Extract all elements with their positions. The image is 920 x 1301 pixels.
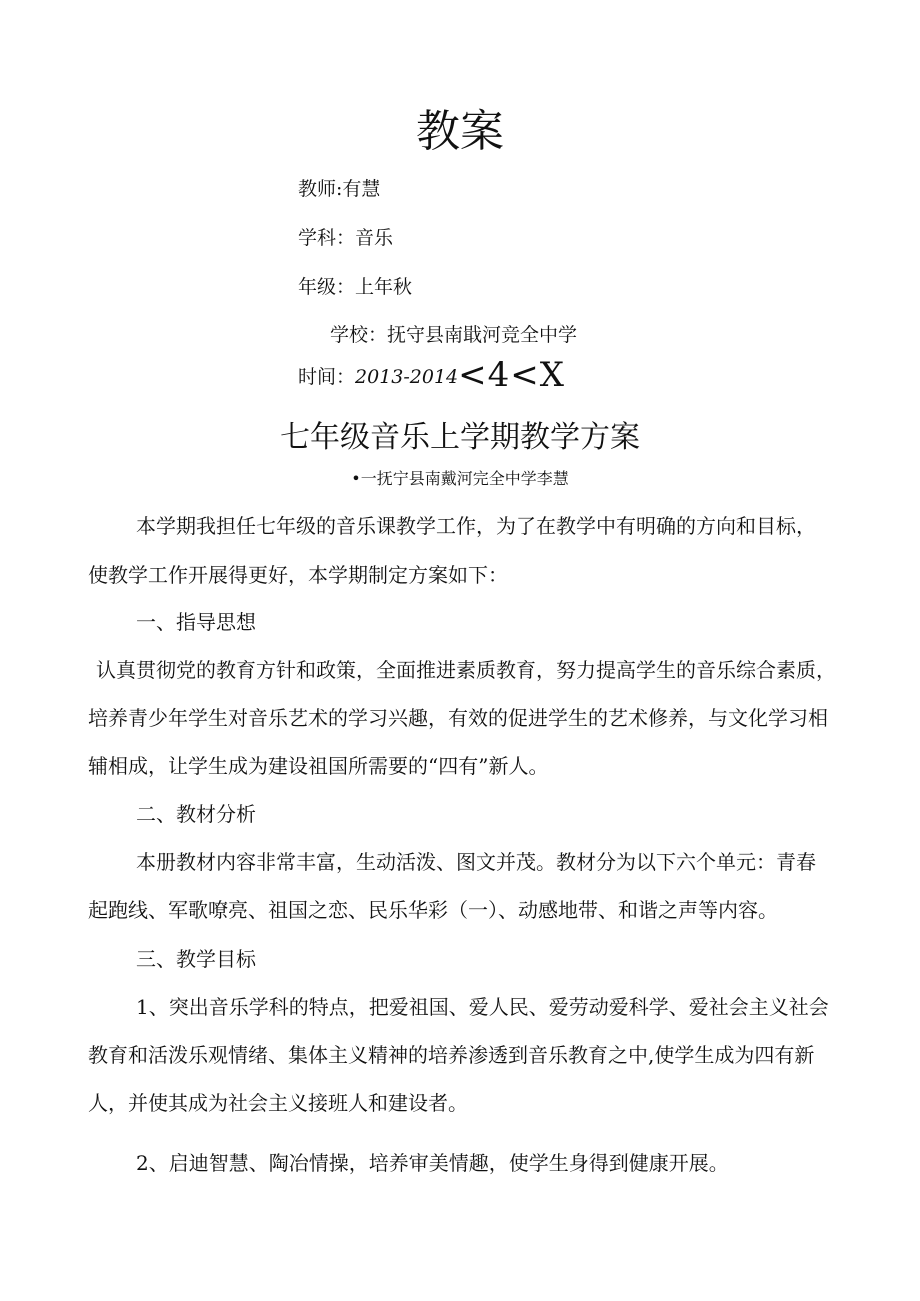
- section-1-line-2: 培养青少年学生对音乐艺术的学习兴趣，有效的促进学生的艺术修养，与文化学习相: [88, 706, 828, 730]
- time-value: 2013-2014: [355, 366, 459, 388]
- school-line: 学校：抚守县南戢河竞全中学: [330, 324, 578, 346]
- section-2-heading: 二、教材分析: [136, 802, 256, 826]
- time-label: 时间：: [298, 366, 356, 388]
- section-1-line-3: 辅相成，让学生成为建设祖国所需要的“四有”新人。: [88, 754, 549, 778]
- document-title: 教案: [416, 106, 504, 157]
- teacher-line: 教师:有慧: [298, 178, 381, 200]
- time-line: [298, 355, 565, 395]
- byline: •一抚宁县南戴河完全中学李慧: [351, 469, 569, 488]
- grade-line: 年级：上年秋: [298, 276, 413, 298]
- intro-line-2: 使教学工作开展得更好，本学期制定方案如下：: [88, 563, 508, 587]
- goal-1-line-2: 教育和活泼乐观情绪、集体主义精神的培养渗透到音乐教育之中,使学生成为四有新: [88, 1043, 815, 1067]
- section-2-line-1: 本册教材内容非常丰富，生动活泼、图文并茂。教材分为以下六个单元：青春: [136, 850, 816, 874]
- section-1-heading: 一、指导思想: [136, 610, 256, 634]
- goal-1-line-1: 1、突出音乐学科的特点，把爱祖国、爱人民、爱劳动爱科学、爱社会主义社会: [136, 995, 829, 1019]
- goal-1-line-3: 人，并使其成为社会主义接班人和建设者。: [88, 1091, 468, 1115]
- section-1-line-1: 认真贯彻党的教育方针和政策，全面推进素质教育，努力提高学生的音乐综合素质，: [96, 658, 836, 682]
- intro-line-1: 本学期我担任七年级的音乐课教学工作，为了在教学中有明确的方向和目标，: [136, 514, 816, 538]
- plan-title: 七年级音乐上学期教学方案: [280, 420, 640, 455]
- section-3-heading: 三、教学目标: [136, 947, 256, 971]
- section-2-line-2: 起跑线、军歌嘹亮、祖国之恋、民乐华彩（一）、动感地带、和谐之声等内容。: [88, 898, 778, 922]
- time-suffix: <4<X: [458, 355, 565, 395]
- goal-2: 2、启迪智慧、陶冶情操，培养审美情趣，使学生身得到健康开展。: [136, 1151, 729, 1175]
- subject-line: 学科：音乐: [298, 227, 394, 249]
